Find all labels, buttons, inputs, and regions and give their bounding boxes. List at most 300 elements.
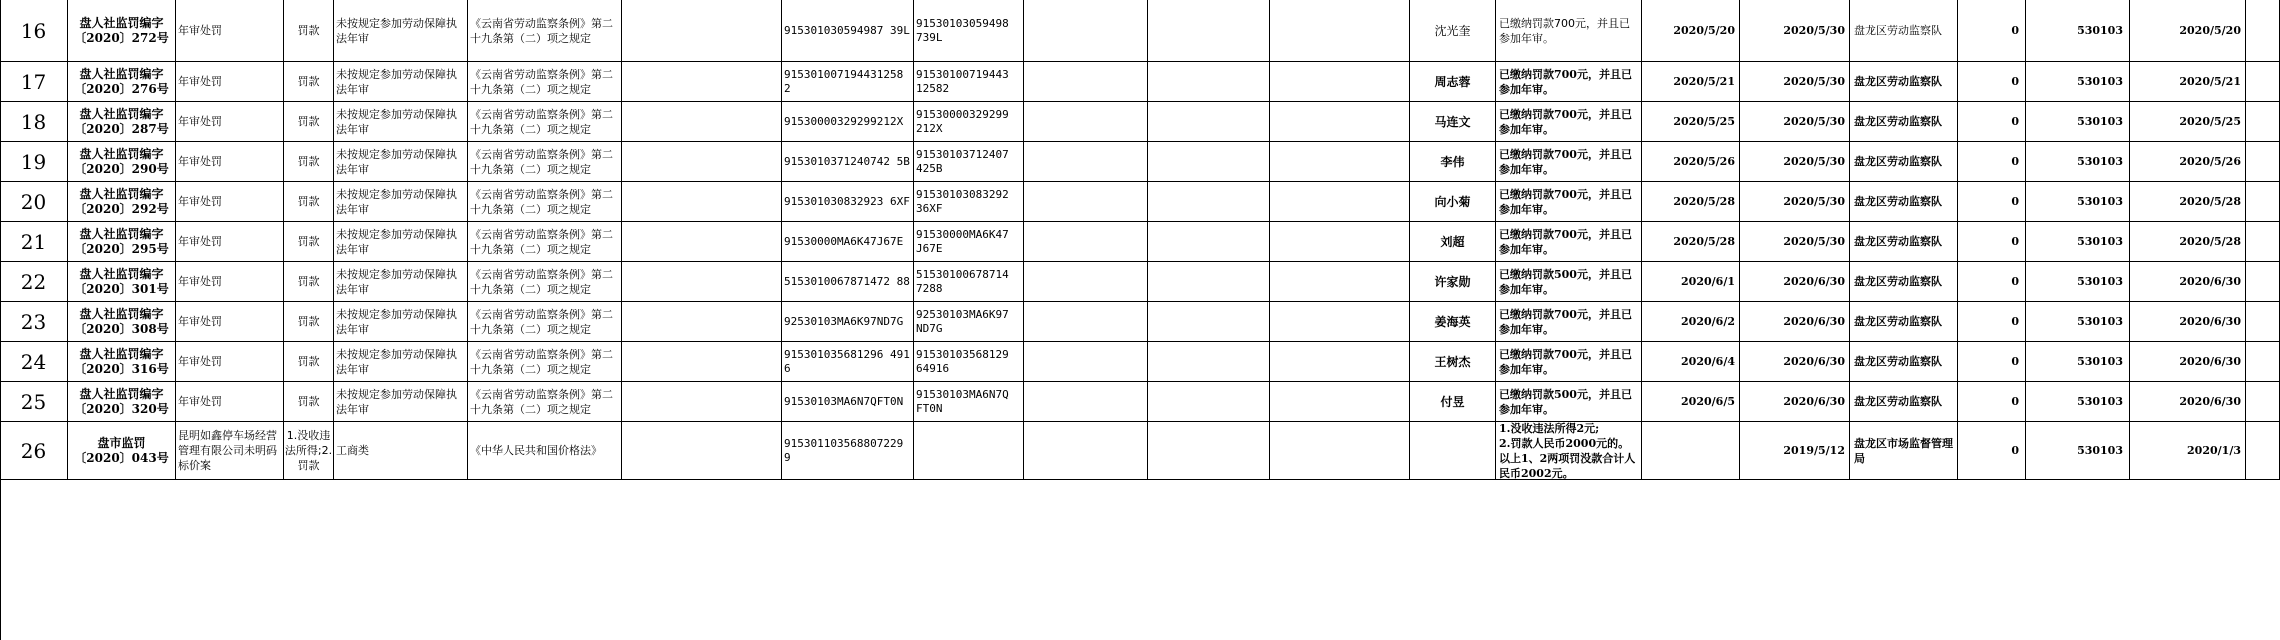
cell-date3[interactable]: [2130, 182, 2246, 222]
cell-code2[interactable]: [914, 0, 1024, 62]
cell-basis[interactable]: [468, 262, 622, 302]
cell-zero[interactable]: [1958, 262, 2026, 302]
cell-text: 21: [20, 229, 47, 254]
cell-e3[interactable]: [1270, 62, 1410, 102]
cell-code1[interactable]: [782, 102, 914, 142]
cell-text: 92530103MA6K97 ND7G: [916, 307, 1016, 335]
cell-area[interactable]: [2026, 342, 2130, 382]
cell-date2[interactable]: [1740, 62, 1850, 102]
table-row: [0, 262, 2280, 302]
cell-date1[interactable]: [1642, 0, 1740, 62]
cell-e2[interactable]: [1148, 182, 1270, 222]
cell-e3[interactable]: [1270, 102, 1410, 142]
cell-text: 《云南省劳动监察条例》第二十九条第（二）项之规定: [470, 387, 613, 416]
cell-area[interactable]: [2026, 382, 2130, 422]
cell-e1[interactable]: [1024, 262, 1148, 302]
cell-zero[interactable]: [1958, 382, 2026, 422]
cell-doc[interactable]: [68, 302, 176, 342]
cell-no[interactable]: [0, 222, 68, 262]
cell-code2[interactable]: [914, 222, 1024, 262]
cell-e2[interactable]: [1148, 262, 1270, 302]
cell-person[interactable]: [1410, 422, 1496, 480]
cell-zero[interactable]: [1958, 62, 2026, 102]
cell-text: 51530100678714 7288: [916, 267, 1016, 295]
cell-text: 盘龙区劳动监察队: [1854, 355, 1942, 368]
cell-code1[interactable]: [782, 62, 914, 102]
cell-result[interactable]: [1496, 102, 1642, 142]
cell-text: 李伟: [1440, 155, 1465, 169]
cell-text: 年审处罚: [178, 355, 222, 368]
cell-e4[interactable]: [2246, 382, 2280, 422]
cell-reason[interactable]: [334, 262, 468, 302]
cell-code2[interactable]: [914, 342, 1024, 382]
cell-date2[interactable]: [1740, 302, 1850, 342]
cell-entity[interactable]: [622, 222, 782, 262]
cell-zero[interactable]: [1958, 302, 2026, 342]
cell-text: 91530103083292 36XF: [916, 187, 1016, 215]
cell-date2[interactable]: [1740, 102, 1850, 142]
table-row: [0, 102, 2280, 142]
cell-e2[interactable]: [1148, 102, 1270, 142]
cell-e3[interactable]: [1270, 142, 1410, 182]
cell-kind[interactable]: [284, 382, 334, 422]
cell-date3[interactable]: [2130, 422, 2246, 480]
cell-code1[interactable]: [782, 302, 914, 342]
cell-code2[interactable]: [914, 62, 1024, 102]
cell-code1[interactable]: [782, 222, 914, 262]
cell-e3[interactable]: [1270, 382, 1410, 422]
cell-e3[interactable]: [1270, 222, 1410, 262]
cell-person[interactable]: [1410, 62, 1496, 102]
cell-date2[interactable]: [1740, 0, 1850, 62]
cell-date1[interactable]: [1642, 382, 1740, 422]
cell-text: 2020/5/20: [1673, 24, 1735, 37]
cell-area[interactable]: [2026, 142, 2130, 182]
cell-person[interactable]: [1410, 0, 1496, 62]
cell-e4[interactable]: [2246, 0, 2280, 62]
cell-text: 已缴纳罚款700元，并且已参加年审。: [1499, 347, 1632, 376]
cell-person[interactable]: [1410, 342, 1496, 382]
cell-type[interactable]: [176, 102, 284, 142]
cell-date2[interactable]: [1740, 382, 1850, 422]
cell-basis[interactable]: [468, 222, 622, 262]
cell-text: 罚款: [297, 155, 320, 168]
cell-e2[interactable]: [1148, 422, 1270, 480]
cell-reason[interactable]: [334, 142, 468, 182]
cell-text: 0: [2011, 115, 2019, 128]
cell-text: 91530000329299 212X: [916, 107, 1016, 135]
cell-text: 《云南省劳动监察条例》第二十九条第（二）项之规定: [470, 267, 613, 296]
cell-doc[interactable]: [68, 382, 176, 422]
cell-date2[interactable]: [1740, 222, 1850, 262]
cell-e4[interactable]: [2246, 222, 2280, 262]
cell-reason[interactable]: [334, 182, 468, 222]
cell-doc[interactable]: [68, 342, 176, 382]
cell-no[interactable]: [0, 182, 68, 222]
cell-text: 530103: [2077, 155, 2123, 168]
cell-authority[interactable]: [1850, 342, 1958, 382]
cell-text: 530103: [2077, 195, 2123, 208]
cell-e3[interactable]: [1270, 342, 1410, 382]
cell-e1[interactable]: [1024, 422, 1148, 480]
cell-reason[interactable]: [334, 62, 468, 102]
cell-doc[interactable]: [68, 142, 176, 182]
cell-e1[interactable]: [1024, 342, 1148, 382]
cell-entity[interactable]: [622, 62, 782, 102]
cell-code1[interactable]: [782, 382, 914, 422]
cell-person[interactable]: [1410, 142, 1496, 182]
cell-e4[interactable]: [2246, 342, 2280, 382]
cell-date2[interactable]: [1740, 142, 1850, 182]
cell-kind[interactable]: [284, 182, 334, 222]
cell-type[interactable]: [176, 182, 284, 222]
cell-date1[interactable]: [1642, 422, 1740, 480]
cell-text: 530103: [2077, 444, 2123, 457]
cell-text: 刘超: [1440, 235, 1465, 249]
cell-area[interactable]: [2026, 62, 2130, 102]
cell-text: 2020/5/26: [2179, 155, 2241, 168]
cell-text: 2020/5/30: [1783, 195, 1845, 208]
cell-reason[interactable]: [334, 302, 468, 342]
cell-no[interactable]: [0, 102, 68, 142]
cell-e1[interactable]: [1024, 62, 1148, 102]
cell-zero[interactable]: [1958, 142, 2026, 182]
cell-text: 《云南省劳动监察条例》第二十九条第（二）项之规定: [470, 147, 613, 176]
cell-result[interactable]: [1496, 0, 1642, 62]
cell-entity[interactable]: [622, 382, 782, 422]
cell-code1[interactable]: [782, 422, 914, 480]
cell-text: 盘龙区劳动监察队: [1854, 235, 1942, 248]
cell-result[interactable]: [1496, 222, 1642, 262]
cell-type[interactable]: [176, 62, 284, 102]
cell-e3[interactable]: [1270, 422, 1410, 480]
cell-result[interactable]: [1496, 302, 1642, 342]
cell-area[interactable]: [2026, 102, 2130, 142]
cell-text: 年审处罚: [178, 24, 222, 37]
cell-authority[interactable]: [1850, 62, 1958, 102]
cell-kind[interactable]: [284, 102, 334, 142]
cell-area[interactable]: [2026, 0, 2130, 62]
cell-e3[interactable]: [1270, 0, 1410, 62]
cell-code2[interactable]: [914, 102, 1024, 142]
cell-text: 罚款: [297, 115, 320, 128]
cell-result[interactable]: [1496, 62, 1642, 102]
cell-type[interactable]: [176, 0, 284, 62]
cell-basis[interactable]: [468, 142, 622, 182]
cell-doc[interactable]: [68, 182, 176, 222]
cell-text: 年审处罚: [178, 315, 222, 328]
cell-result[interactable]: [1496, 262, 1642, 302]
cell-zero[interactable]: [1958, 182, 2026, 222]
cell-e4[interactable]: [2246, 182, 2280, 222]
cell-text: 盘龙区劳动监察队: [1854, 275, 1942, 288]
cell-zero[interactable]: [1958, 342, 2026, 382]
cell-date1[interactable]: [1642, 62, 1740, 102]
cell-zero[interactable]: [1958, 0, 2026, 62]
cell-no[interactable]: [0, 342, 68, 382]
cell-authority[interactable]: [1850, 422, 1958, 480]
cell-date1[interactable]: [1642, 142, 1740, 182]
cell-no[interactable]: [0, 302, 68, 342]
cell-basis[interactable]: [468, 62, 622, 102]
cell-basis[interactable]: [468, 102, 622, 142]
cell-reason[interactable]: [334, 422, 468, 480]
cell-entity[interactable]: [622, 342, 782, 382]
cell-type[interactable]: [176, 342, 284, 382]
cell-e1[interactable]: [1024, 302, 1148, 342]
cell-entity[interactable]: [622, 182, 782, 222]
cell-code1[interactable]: [782, 262, 914, 302]
cell-e4[interactable]: [2246, 422, 2280, 480]
cell-e1[interactable]: [1024, 142, 1148, 182]
cell-e2[interactable]: [1148, 382, 1270, 422]
cell-date3[interactable]: [2130, 142, 2246, 182]
cell-date2[interactable]: [1740, 342, 1850, 382]
cell-text: 年审处罚: [178, 395, 222, 408]
cell-basis[interactable]: [468, 302, 622, 342]
cell-text: 盘人社监罚编字 〔2020〕272号: [74, 15, 169, 45]
cell-text: 年审处罚: [178, 115, 222, 128]
cell-e2[interactable]: [1148, 0, 1270, 62]
cell-doc[interactable]: [68, 0, 176, 62]
cell-date1[interactable]: [1642, 102, 1740, 142]
cell-zero[interactable]: [1958, 102, 2026, 142]
cell-e4[interactable]: [2246, 142, 2280, 182]
cell-person[interactable]: [1410, 182, 1496, 222]
cell-entity[interactable]: [622, 0, 782, 62]
cell-no[interactable]: [0, 142, 68, 182]
cell-code2[interactable]: [914, 182, 1024, 222]
cell-text: 2020/6/2: [1681, 315, 1735, 328]
cell-text: 未按规定参加劳动保障执法年审: [336, 227, 457, 256]
cell-doc[interactable]: [68, 62, 176, 102]
cell-result[interactable]: [1496, 142, 1642, 182]
cell-date3[interactable]: [2130, 222, 2246, 262]
cell-e4[interactable]: [2246, 62, 2280, 102]
cell-zero[interactable]: [1958, 422, 2026, 480]
cell-date3[interactable]: [2130, 62, 2246, 102]
cell-text: 0: [2011, 155, 2019, 168]
cell-text: 18: [20, 109, 47, 134]
cell-entity[interactable]: [622, 262, 782, 302]
cell-e1[interactable]: [1024, 382, 1148, 422]
cell-date3[interactable]: [2130, 262, 2246, 302]
cell-no[interactable]: [0, 62, 68, 102]
cell-basis[interactable]: [468, 422, 622, 480]
cell-text: 5153010067871472 88: [784, 274, 910, 288]
cell-basis[interactable]: [468, 182, 622, 222]
cell-date3[interactable]: [2130, 0, 2246, 62]
cell-code2[interactable]: [914, 382, 1024, 422]
cell-e2[interactable]: [1148, 342, 1270, 382]
cell-text: 未按规定参加劳动保障执法年审: [336, 267, 457, 296]
cell-text: 26: [20, 438, 47, 463]
cell-entity[interactable]: [622, 302, 782, 342]
cell-text: 未按规定参加劳动保障执法年审: [336, 67, 457, 96]
cell-area[interactable]: [2026, 302, 2130, 342]
cell-text: 付昱: [1440, 395, 1465, 409]
cell-e1[interactable]: [1024, 0, 1148, 62]
cell-e4[interactable]: [2246, 302, 2280, 342]
cell-text: 2020/5/28: [1673, 235, 1735, 248]
cell-e2[interactable]: [1148, 62, 1270, 102]
cell-no[interactable]: [0, 382, 68, 422]
cell-no[interactable]: [0, 262, 68, 302]
cell-authority[interactable]: [1850, 102, 1958, 142]
cell-authority[interactable]: [1850, 182, 1958, 222]
cell-reason[interactable]: [334, 222, 468, 262]
cell-text: 盘人社监罚编字 〔2020〕292号: [74, 186, 169, 216]
cell-kind[interactable]: [284, 422, 334, 480]
cell-entity[interactable]: [622, 422, 782, 480]
cell-text: 2020/5/21: [1673, 75, 1735, 88]
cell-type[interactable]: [176, 422, 284, 480]
cell-text: 年审处罚: [178, 235, 222, 248]
cell-text: 盘人社监罚编字 〔2020〕295号: [74, 226, 169, 256]
cell-text: 2020/5/25: [1673, 115, 1735, 128]
cell-area[interactable]: [2026, 262, 2130, 302]
cell-kind[interactable]: [284, 262, 334, 302]
cell-code1[interactable]: [782, 342, 914, 382]
cell-text: 0: [2011, 315, 2019, 328]
cell-date1[interactable]: [1642, 182, 1740, 222]
cell-text: 0: [2011, 395, 2019, 408]
cell-area[interactable]: [2026, 422, 2130, 480]
cell-person[interactable]: [1410, 382, 1496, 422]
cell-text: 91530103MA6N7QFT0N: [784, 394, 904, 408]
cell-code2[interactable]: [914, 262, 1024, 302]
cell-text: 马连文: [1434, 115, 1471, 129]
cell-date1[interactable]: [1642, 342, 1740, 382]
cell-e3[interactable]: [1270, 302, 1410, 342]
cell-area[interactable]: [2026, 182, 2130, 222]
cell-text: 盘龙区劳动监察队: [1854, 395, 1942, 408]
cell-text: 罚款: [297, 355, 320, 368]
cell-reason[interactable]: [334, 342, 468, 382]
cell-date2[interactable]: [1740, 262, 1850, 302]
cell-doc[interactable]: [68, 222, 176, 262]
cell-text: 已缴纳罚款700元，并且已参加年审。: [1499, 16, 1630, 45]
cell-text: 22: [20, 269, 47, 294]
cell-authority[interactable]: [1850, 0, 1958, 62]
cell-text: 16: [20, 18, 47, 43]
cell-kind[interactable]: [284, 0, 334, 62]
cell-date3[interactable]: [2130, 382, 2246, 422]
cell-reason[interactable]: [334, 102, 468, 142]
cell-text: 2020/6/1: [1681, 275, 1735, 288]
cell-kind[interactable]: [284, 342, 334, 382]
cell-e4[interactable]: [2246, 262, 2280, 302]
cell-text: 2020/6/30: [2179, 355, 2241, 368]
cell-entity[interactable]: [622, 142, 782, 182]
cell-authority[interactable]: [1850, 382, 1958, 422]
cell-kind[interactable]: [284, 302, 334, 342]
cell-date2[interactable]: [1740, 182, 1850, 222]
cell-text: 未按规定参加劳动保障执法年审: [336, 16, 457, 45]
cell-text: 0: [2011, 24, 2019, 37]
cell-authority[interactable]: [1850, 142, 1958, 182]
cell-code1[interactable]: [782, 142, 914, 182]
cell-text: 盘龙区劳动监察队: [1854, 24, 1942, 37]
cell-e2[interactable]: [1148, 142, 1270, 182]
cell-type[interactable]: [176, 262, 284, 302]
cell-doc[interactable]: [68, 422, 176, 480]
cell-no[interactable]: [0, 422, 68, 480]
cell-code1[interactable]: [782, 0, 914, 62]
cell-zero[interactable]: [1958, 222, 2026, 262]
cell-authority[interactable]: [1850, 222, 1958, 262]
cell-e1[interactable]: [1024, 222, 1148, 262]
cell-result[interactable]: [1496, 182, 1642, 222]
cell-e2[interactable]: [1148, 222, 1270, 262]
cell-basis[interactable]: [468, 342, 622, 382]
cell-e1[interactable]: [1024, 182, 1148, 222]
cell-e3[interactable]: [1270, 262, 1410, 302]
cell-date2[interactable]: [1740, 422, 1850, 480]
cell-kind[interactable]: [284, 222, 334, 262]
cell-text: 530103: [2077, 75, 2123, 88]
cell-text: 0: [2011, 195, 2019, 208]
cell-basis[interactable]: [468, 0, 622, 62]
cell-basis[interactable]: [468, 382, 622, 422]
cell-e2[interactable]: [1148, 302, 1270, 342]
cell-result[interactable]: [1496, 342, 1642, 382]
cell-date1[interactable]: [1642, 222, 1740, 262]
cell-type[interactable]: [176, 142, 284, 182]
cell-date3[interactable]: [2130, 342, 2246, 382]
cell-result[interactable]: [1496, 422, 1642, 480]
cell-person[interactable]: [1410, 302, 1496, 342]
cell-person[interactable]: [1410, 262, 1496, 302]
cell-entity[interactable]: [622, 102, 782, 142]
cell-doc[interactable]: [68, 102, 176, 142]
cell-area[interactable]: [2026, 222, 2130, 262]
cell-result[interactable]: [1496, 382, 1642, 422]
cell-code2[interactable]: [914, 422, 1024, 480]
cell-person[interactable]: [1410, 222, 1496, 262]
cell-no[interactable]: [0, 0, 68, 62]
cell-e4[interactable]: [2246, 102, 2280, 142]
cell-kind[interactable]: [284, 142, 334, 182]
cell-code1[interactable]: [782, 182, 914, 222]
cell-text: 罚款: [297, 75, 320, 88]
cell-e1[interactable]: [1024, 102, 1148, 142]
cell-reason[interactable]: [334, 382, 468, 422]
cell-code2[interactable]: [914, 142, 1024, 182]
table-row: [0, 342, 2280, 382]
cell-kind[interactable]: [284, 62, 334, 102]
cell-text: 2020/5/28: [2179, 235, 2241, 248]
cell-date3[interactable]: [2130, 102, 2246, 142]
cell-text: 王树杰: [1434, 355, 1471, 369]
cell-authority[interactable]: [1850, 262, 1958, 302]
cell-type[interactable]: [176, 302, 284, 342]
cell-code2[interactable]: [914, 302, 1024, 342]
cell-date1[interactable]: [1642, 262, 1740, 302]
cell-doc[interactable]: [68, 262, 176, 302]
cell-text: 沈光奎: [1434, 24, 1471, 38]
cell-type[interactable]: [176, 222, 284, 262]
cell-date3[interactable]: [2130, 302, 2246, 342]
cell-date1[interactable]: [1642, 302, 1740, 342]
cell-reason[interactable]: [334, 0, 468, 62]
cell-type[interactable]: [176, 382, 284, 422]
cell-text: 17: [20, 69, 47, 94]
cell-e3[interactable]: [1270, 182, 1410, 222]
cell-text: 《云南省劳动监察条例》第二十九条第（二）项之规定: [470, 187, 613, 216]
cell-person[interactable]: [1410, 102, 1496, 142]
cell-authority[interactable]: [1850, 302, 1958, 342]
